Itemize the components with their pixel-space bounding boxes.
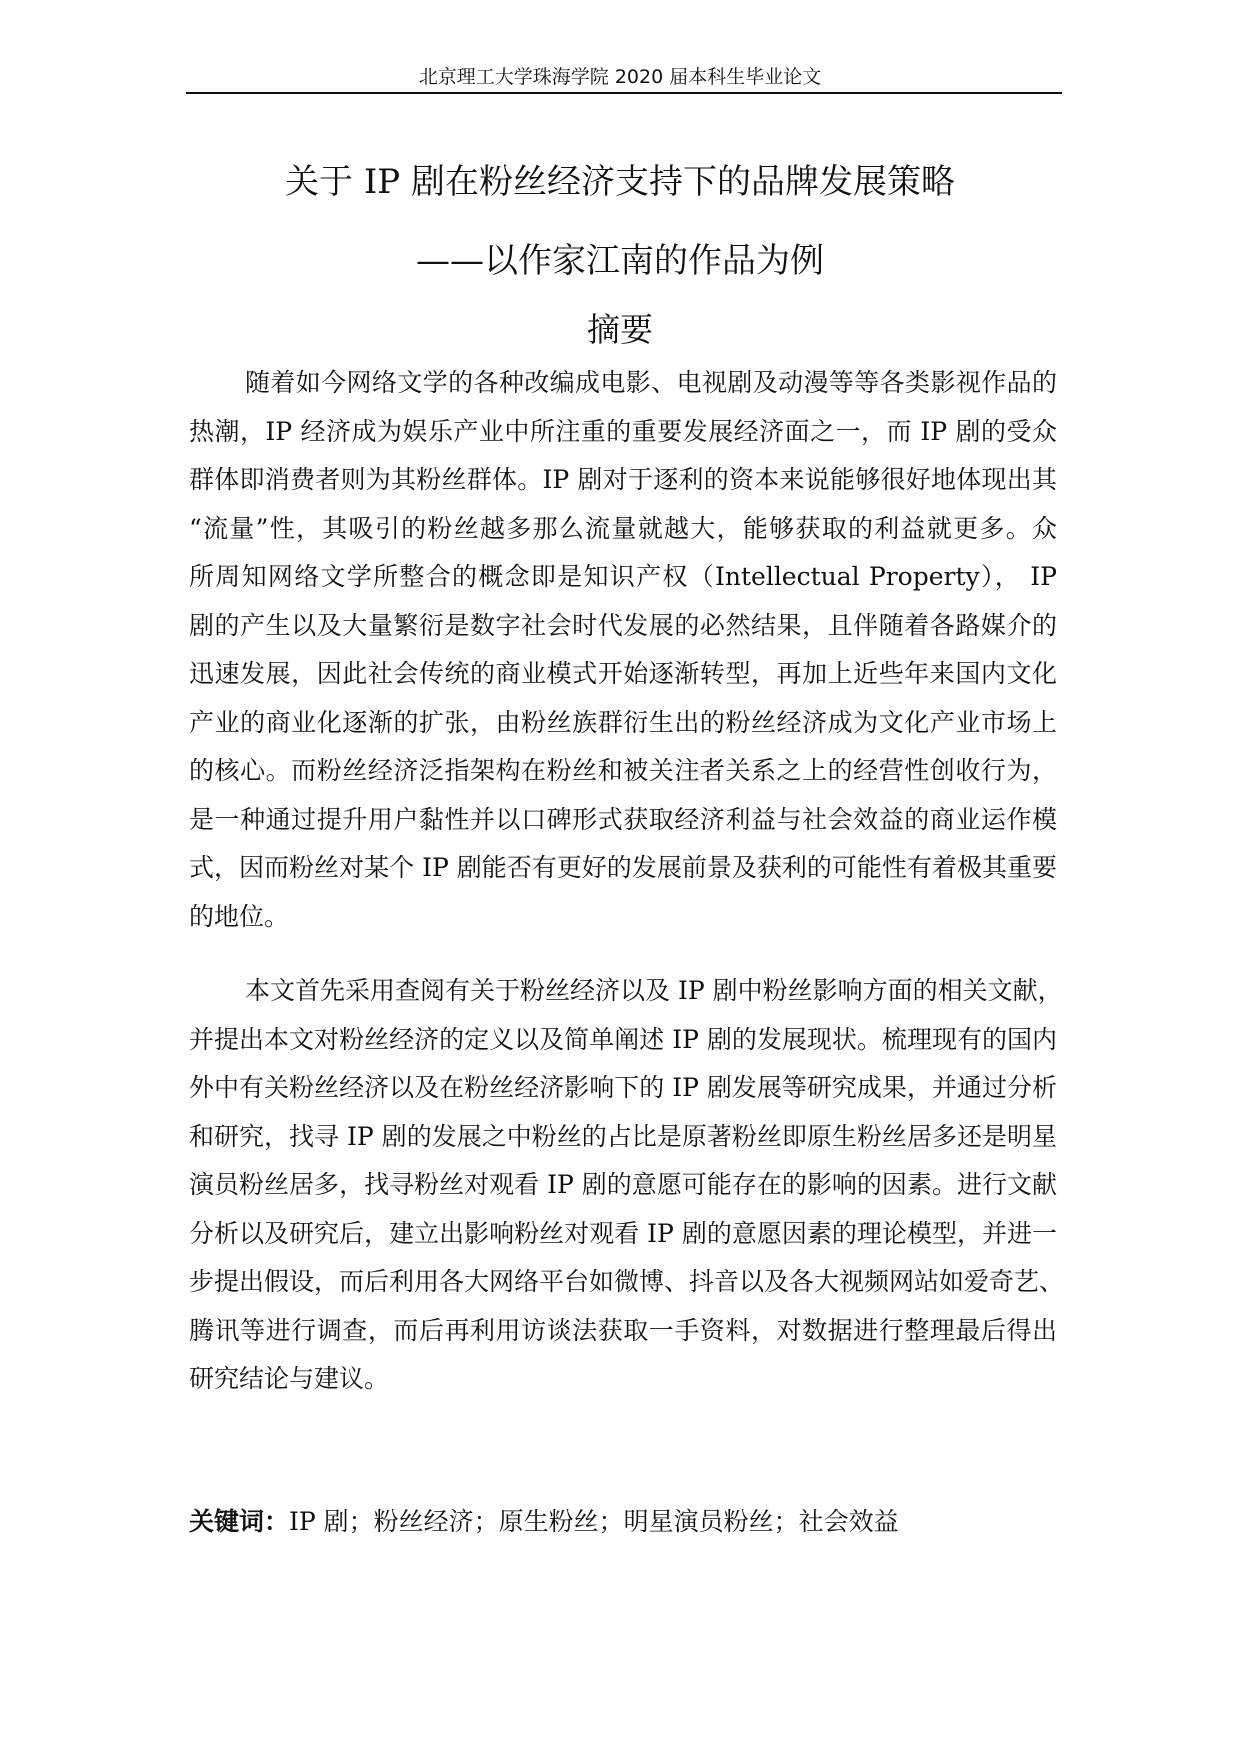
abstract-heading: 摘要 (587, 310, 653, 349)
text-line: 演员粉丝居多，找寻粉丝对观看 IP 剧的意愿可能存在的影响的因素。进行文献 (189, 1170, 1057, 1199)
keywords-list: IP 剧；粉丝经济；原生粉丝；明星演员粉丝；社会效益 (289, 1507, 899, 1536)
keywords (189, 1498, 899, 1546)
text-line: 剧的产生以及大量繁衍是数字社会时代发展的必然结果，且伴随着各路媒介的 (189, 610, 1057, 640)
text-line: 随着如今网络文学的各种改编成电影、电视剧及动漫等等各类影视作品的 (245, 368, 1057, 397)
text-line: 是一种通过提升用户黏性并以口碑形式获取经济利益与社会效益的商业运作模 (189, 804, 1057, 834)
text-line: 并提出本文对粉丝经济的定义以及简单阐述 IP 剧的发展现状。梳理现有的国内 (189, 1024, 1057, 1054)
text-line: 和研究，找寻 IP 剧的发展之中粉丝的占比是原著粉丝即原生粉丝居多还是明星 (189, 1121, 1057, 1151)
text-line: 的地位。 (189, 901, 290, 931)
text-line: 式，因而粉丝对某个 IP 剧能否有更好的发展前景及获利的可能性有着极其重要 (189, 853, 1057, 882)
text-line: “流量”性，其吸引的粉丝越多那么流量就越大，能够获取的利益就更多。众 (189, 513, 1057, 543)
text-line: 外中有关粉丝经济以及在粉丝经济影响下的 IP 剧发展等研究成果，并通过分析 (189, 1073, 1057, 1102)
text-line: 研究结论与建议。 (189, 1364, 390, 1393)
text-line: 产业的商业化逐渐的扩张，由粉丝族群衍生出的粉丝经济成为文化产业市场上 (189, 707, 1057, 737)
thesis-subtitle: ——以作家江南的作品为例 (416, 241, 824, 281)
running-header: 北京理工大学珠海学院 2020 届本科生毕业论文 (418, 66, 822, 88)
text-line: 的核心。而粉丝经济泛指架构在粉丝和被关注者关系之上的经营性创收行为， (189, 756, 1057, 785)
text-line: 本文首先采用查阅有关于粉丝经济以及 IP 剧中粉丝影响方面的相关文献， (245, 976, 1063, 1005)
text-line: 迅速发展，因此社会传统的商业模式开始逐渐转型，再加上近些年来国内文化 (189, 659, 1057, 688)
abstract-paragraph-2 (189, 967, 1065, 1404)
abstract-paragraph-1 (189, 359, 1057, 941)
header-rule (186, 92, 1062, 94)
text-line: 分析以及研究后，建立出影响粉丝对观看 IP 剧的意愿因素的理论模型，并进一 (189, 1218, 1057, 1248)
text-line: 腾讯等进行调查，而后再利用访谈法获取一手资料，对数据进行整理最后得出 (189, 1315, 1057, 1345)
text-line: 群体即消费者则为其粉丝群体。IP 剧对于逐利的资本来说能够很好地体现出其 (189, 465, 1057, 494)
keywords-label: 关键词： (189, 1507, 290, 1536)
text-line: 所周知网络文学所整合的概念即是知识产权（Intellectual Property）， IP (189, 562, 1057, 591)
text-line: 热潮，IP 经济成为娱乐产业中所注重的重要发展经济面之一，而 IP 剧的受众 (189, 416, 1057, 446)
text-line: 步提出假设，而后利用各大网络平台如微博、抖音以及各大视频网站如爱奇艺、 (189, 1267, 1065, 1296)
thesis-title: 关于 IP 剧在粉丝经济支持下的品牌发展策略 (285, 162, 955, 202)
